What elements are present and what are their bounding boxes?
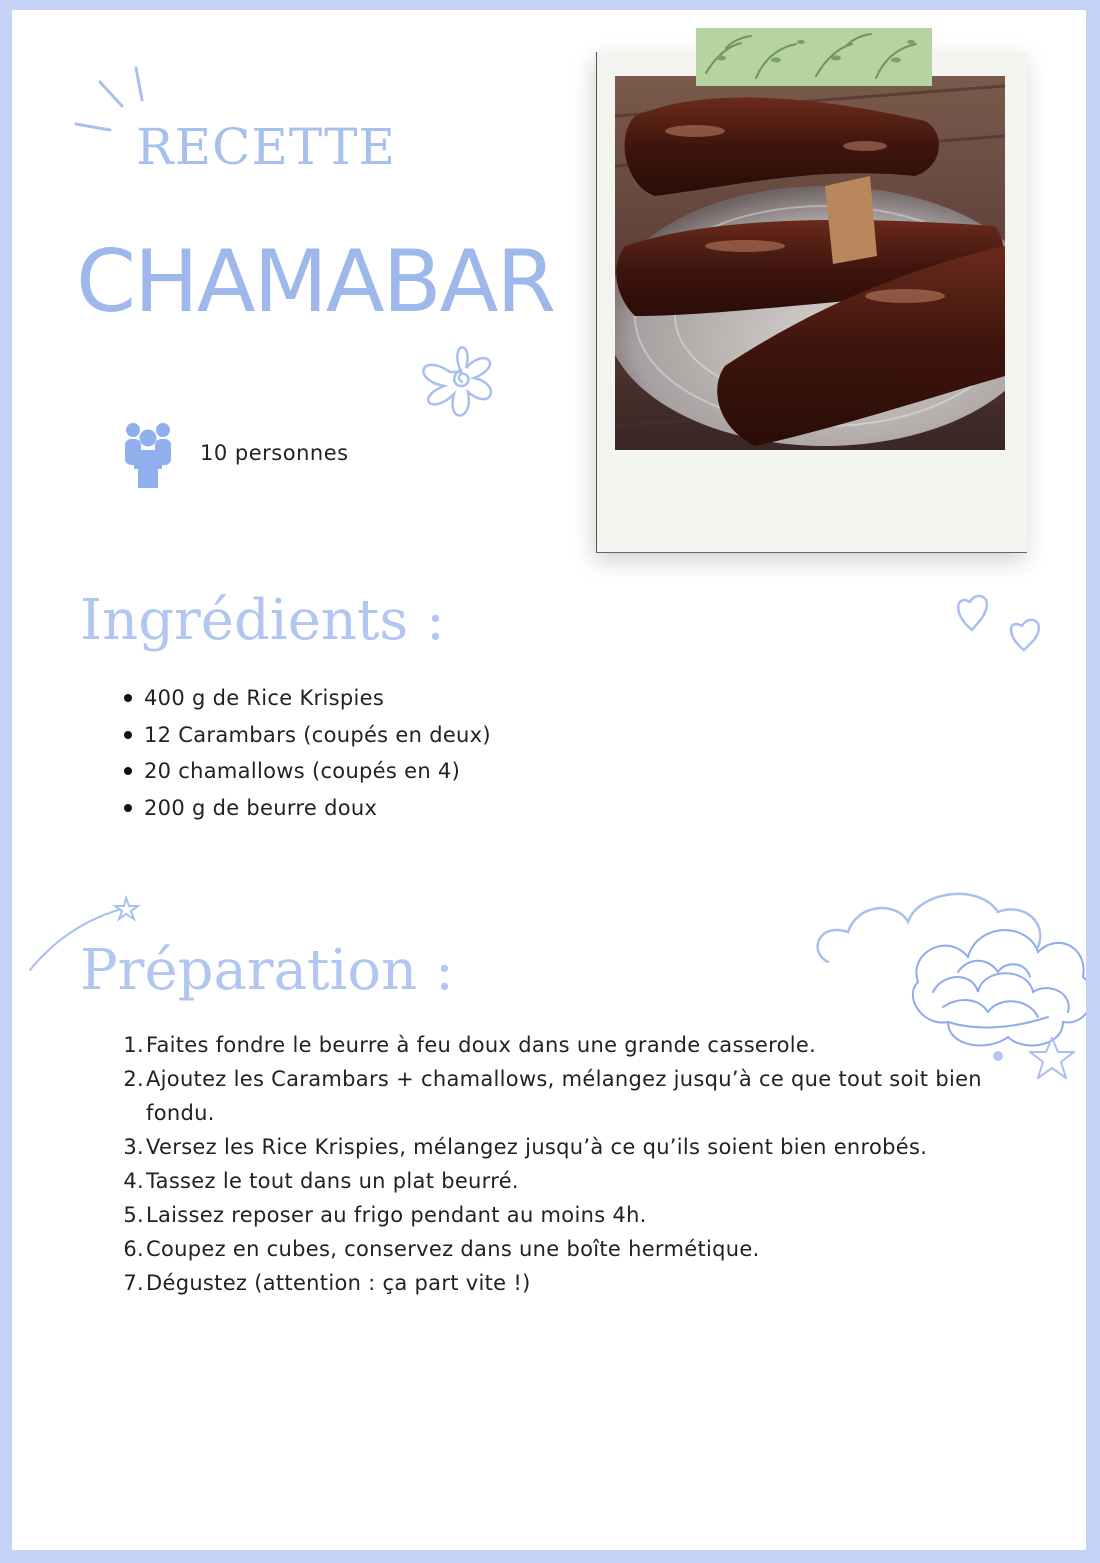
- step-text: Faites fondre le beurre à feu doux dans une grande casserole.: [146, 1033, 817, 1057]
- step-item: [112, 1164, 1012, 1198]
- step-text: Versez les Rice Krispies, mélangez jusqu’à ce qu’ils soient bien enrobés.: [146, 1135, 928, 1159]
- step-text: Ajoutez les Carambars + chamallows, mélangez jusqu’à ce que tout soit bien fondu.: [146, 1067, 982, 1125]
- step-number: 4.: [123, 1169, 144, 1193]
- step-text: Laissez reposer au frigo pendant au moins 4h.: [146, 1203, 647, 1227]
- ingredient-item: 20 chamallows (coupés en 4): [124, 753, 491, 790]
- ingredients-list: [124, 680, 491, 826]
- step-item: [112, 1028, 1012, 1062]
- washi-tape: [696, 28, 932, 86]
- ingredient-item: 400 g de Rice Krispies: [124, 680, 491, 717]
- step-item: [112, 1266, 1012, 1300]
- step-number: 2.: [123, 1067, 144, 1091]
- servings-row: [122, 418, 349, 488]
- preparation-steps: [112, 1028, 1012, 1300]
- servings-text: 10 personnes: [200, 441, 349, 465]
- ingredient-item: 200 g de beurre doux: [124, 790, 491, 827]
- step-text: Coupez en cubes, conservez dans une boîte hermétique.: [146, 1237, 760, 1261]
- recipe-card: [12, 10, 1086, 1550]
- flower-doodle-icon: [406, 332, 516, 432]
- step-item: [112, 1232, 1012, 1266]
- step-number: 7.: [123, 1271, 144, 1295]
- recipe-title: CHAMABAR: [76, 232, 555, 332]
- step-item: [112, 1130, 1012, 1164]
- step-number: 1.: [123, 1033, 144, 1057]
- step-number: 5.: [123, 1203, 144, 1227]
- step-text: Tassez le tout dans un plat beurré.: [146, 1169, 519, 1193]
- preparation-heading: Préparation :: [80, 938, 454, 1003]
- step-text: Dégustez (attention : ça part vite !): [146, 1271, 531, 1295]
- people-icon: [122, 418, 174, 488]
- ingredients-heading: Ingrédients :: [80, 588, 445, 653]
- step-number: 3.: [123, 1135, 144, 1159]
- step-item: [112, 1198, 1012, 1232]
- recipe-kicker: RECETTE: [136, 118, 397, 176]
- photo-frame: [596, 52, 1027, 553]
- dish-photo: [615, 76, 1005, 450]
- ingredient-item: 12 Carambars (coupés en deux): [124, 717, 491, 754]
- hearts-doodle-icon: [948, 586, 1058, 666]
- step-number: 6.: [123, 1237, 144, 1261]
- step-item: [112, 1062, 1012, 1130]
